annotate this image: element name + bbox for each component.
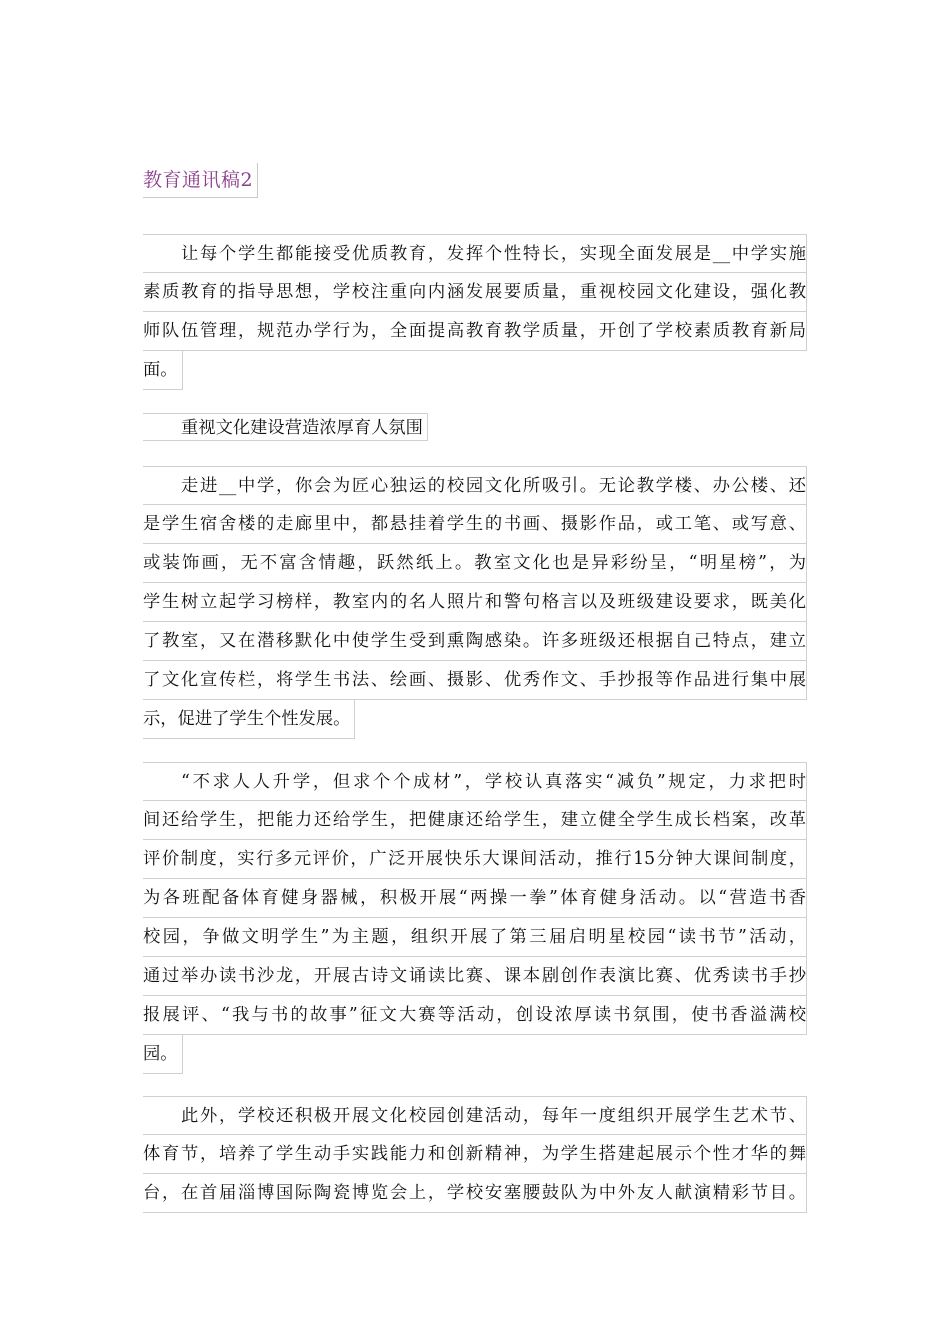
- paragraph-intro: [143, 234, 807, 390]
- paragraph-line: 了文化宣传栏，将学生书法、绘画、摄影、优秀作文、手抄报等作品进行集中展: [143, 661, 807, 700]
- paragraph-line: 走进__中学，你会为匠心独运的校园文化所吸引。无论教学楼、办公楼、还: [143, 466, 807, 505]
- paragraph-activities: [143, 1096, 807, 1213]
- paragraph-line: 师队伍管理，规范办学行为，全面提高教育教学质量，开创了学校素质教育新局: [143, 312, 807, 351]
- section-heading: 重视文化建设营造浓厚育人氛围: [143, 413, 428, 441]
- paragraph-burden-reduction: [143, 762, 807, 1074]
- paragraph-line: 校园，争做文明学生”为主题，组织开展了第三届启明星校园“读书节”活动，: [143, 918, 807, 957]
- paragraph-line: 评价制度，实行多元评价，广泛开展快乐大课间活动，推行15分钟大课间制度，: [143, 840, 807, 879]
- paragraph-line: 间还给学生，把能力还给学生，把健康还给学生，建立健全学生成长档案，改革: [143, 801, 807, 840]
- section-heading-block: [143, 413, 807, 441]
- paragraph-line: 是学生宿舍楼的走廊里中，都悬挂着学生的书画、摄影作品，或工笔、或写意、: [143, 505, 807, 544]
- paragraph-line: 体育节，培养了学生动手实践能力和创新精神，为学生搭建起展示个性才华的舞: [143, 1135, 807, 1174]
- paragraph-line: 让每个学生都能接受优质教育，发挥个性特长，实现全面发展是__中学实施: [143, 234, 807, 273]
- paragraph-campus-culture: [143, 466, 807, 739]
- paragraph-line: 为各班配备体育健身器械，积极开展“两操一拳”体育健身活动。以“营造书香: [143, 879, 807, 918]
- paragraph-line: 通过举办读书沙龙，开展古诗文诵读比赛、课本剧创作表演比赛、优秀读书手抄: [143, 957, 807, 996]
- paragraph-line: 面。: [143, 351, 183, 390]
- paragraph-line: 了教室，又在潜移默化中使学生受到熏陶感染。许多班级还根据自己特点，建立: [143, 622, 807, 661]
- paragraph-line: 报展评、“我与书的故事”征文大赛等活动，创设浓厚读书氛围，使书香溢满校: [143, 996, 807, 1035]
- paragraph-line: 台，在首届淄博国际陶瓷博览会上，学校安塞腰鼓队为中外友人献演精彩节目。: [143, 1174, 807, 1213]
- document-title: 教育通讯稿2: [143, 163, 258, 198]
- paragraph-line: 素质教育的指导思想，学校注重向内涵发展要质量，重视校园文化建设，强化教: [143, 273, 807, 312]
- paragraph-line: 示，促进了学生个性发展。: [143, 700, 355, 739]
- paragraph-line: 园。: [143, 1035, 183, 1074]
- paragraph-line: 或装饰画，无不富含情趣，跃然纸上。教室文化也是异彩纷呈，“明星榜”，为: [143, 544, 807, 583]
- paragraph-line: 学生树立起学习榜样，教室内的名人照片和警句格言以及班级建设要求，既美化: [143, 583, 807, 622]
- paragraph-line: 此外，学校还积极开展文化校园创建活动，每年一度组织开展学生艺术节、: [143, 1096, 807, 1135]
- paragraph-line: “不求人人升学，但求个个成材”，学校认真落实“减负”规定，力求把时: [143, 762, 807, 801]
